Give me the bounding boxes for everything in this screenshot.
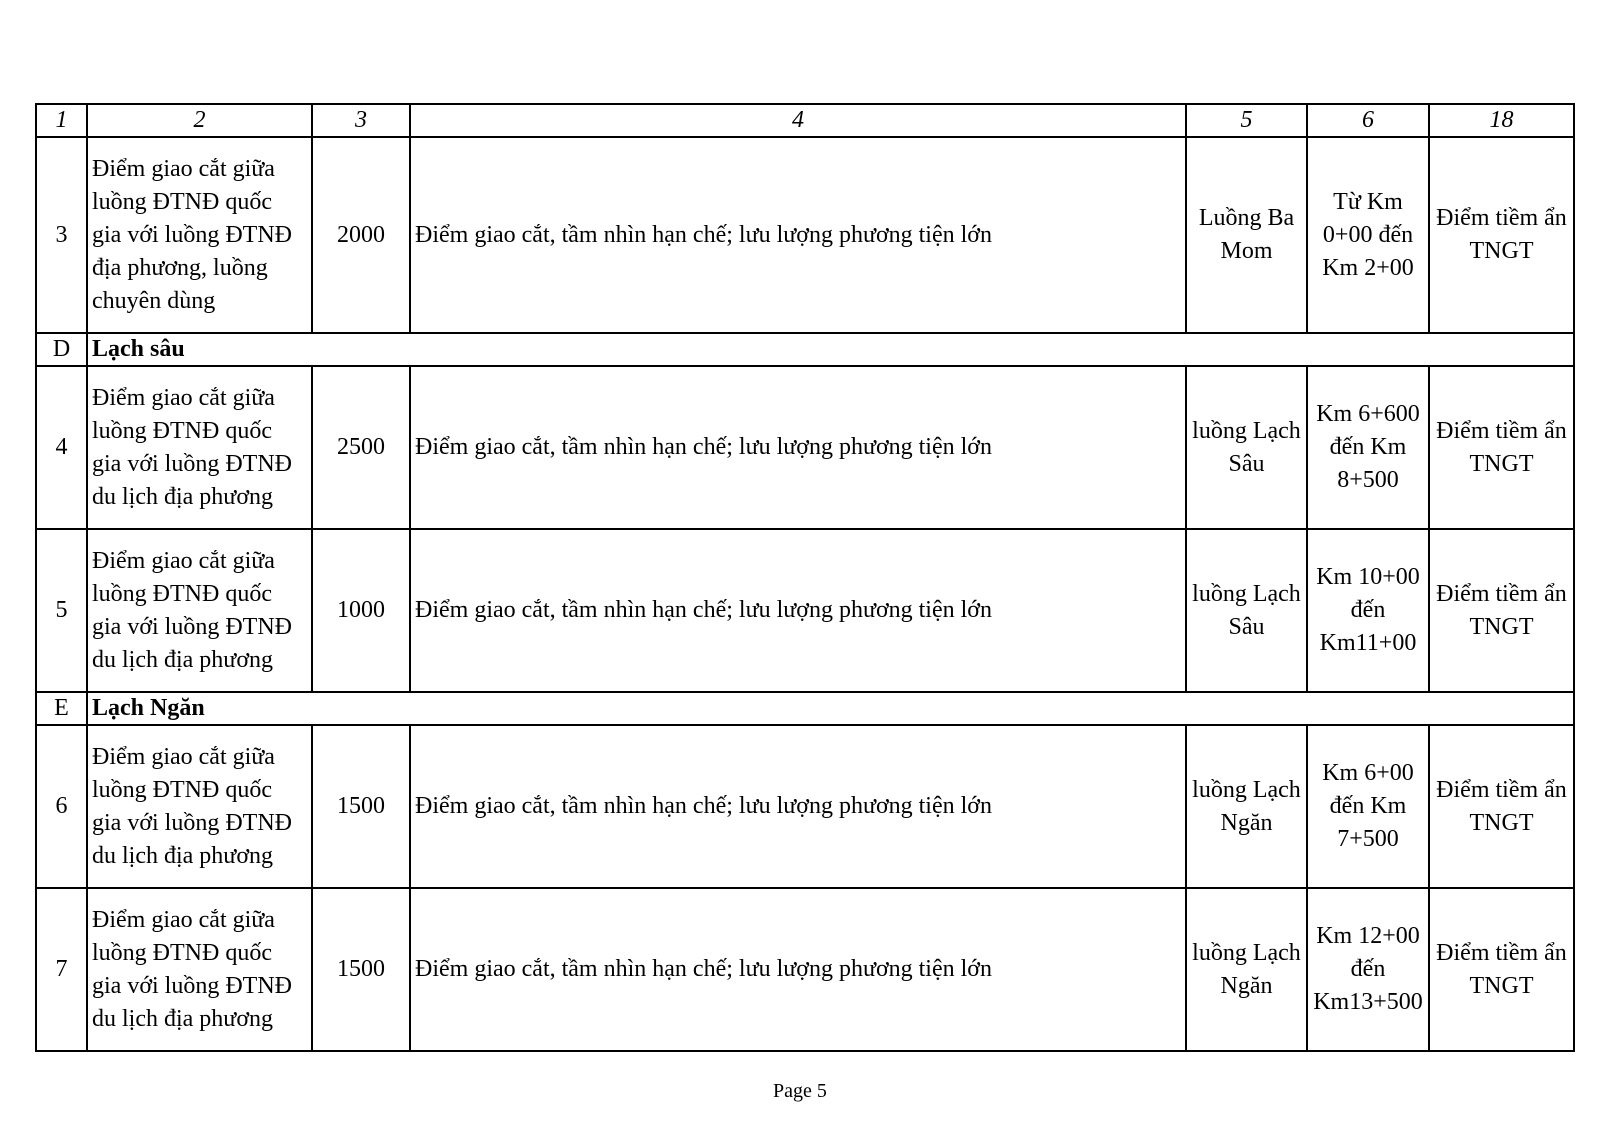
- section-row: [36, 692, 1574, 725]
- column-number-cell: 6: [1307, 104, 1429, 137]
- value-cell: 2500: [312, 366, 410, 529]
- value-cell: 1500: [312, 888, 410, 1051]
- route-cell: luồng Lạch Sâu: [1186, 366, 1307, 529]
- note-cell: Điểm tiềm ẩn TNGT: [1429, 725, 1574, 888]
- value-cell: 1000: [312, 529, 410, 692]
- table-row: [36, 137, 1574, 333]
- description-cell: Điểm giao cắt, tầm nhìn hạn chế; lưu lượng phương tiện lớn: [410, 725, 1186, 888]
- description-cell: Điểm giao cắt, tầm nhìn hạn chế; lưu lượng phương tiện lớn: [410, 366, 1186, 529]
- km-range-cell: Km 12+00 đến Km13+500: [1307, 888, 1429, 1051]
- km-range-cell: Km 6+600 đến Km 8+500: [1307, 366, 1429, 529]
- column-number-cell: 3: [312, 104, 410, 137]
- row-number-cell: 7: [36, 888, 87, 1051]
- row-number-cell: 6: [36, 725, 87, 888]
- note-cell: Điểm tiềm ẩn TNGT: [1429, 137, 1574, 333]
- page-number: Page 5: [773, 1080, 827, 1102]
- data-table: [35, 103, 1575, 1052]
- location-name-cell: Điểm giao cắt giữa luồng ĐTNĐ quốc gia với luồng ĐTNĐ địa phương, luồng chuyên dùng: [87, 137, 312, 333]
- value-cell: 1500: [312, 725, 410, 888]
- table-row: [36, 888, 1574, 1051]
- description-cell: Điểm giao cắt, tầm nhìn hạn chế; lưu lượng phương tiện lớn: [410, 137, 1186, 333]
- row-number-cell: 4: [36, 366, 87, 529]
- column-number-cell: 1: [36, 104, 87, 137]
- column-number-cell: 4: [410, 104, 1186, 137]
- description-cell: Điểm giao cắt, tầm nhìn hạn chế; lưu lượng phương tiện lớn: [410, 529, 1186, 692]
- note-cell: Điểm tiềm ẩn TNGT: [1429, 529, 1574, 692]
- route-cell: luồng Lạch Ngăn: [1186, 725, 1307, 888]
- row-number-cell: 3: [36, 137, 87, 333]
- route-cell: luồng Lạch Ngăn: [1186, 888, 1307, 1051]
- section-code-cell: E: [36, 692, 87, 725]
- column-number-cell: 2: [87, 104, 312, 137]
- location-name-cell: Điểm giao cắt giữa luồng ĐTNĐ quốc gia với luồng ĐTNĐ du lịch địa phương: [87, 888, 312, 1051]
- location-name-cell: Điểm giao cắt giữa luồng ĐTNĐ quốc gia với luồng ĐTNĐ du lịch địa phương: [87, 529, 312, 692]
- section-title-cell: Lạch Ngăn: [87, 692, 1574, 725]
- column-number-row: [36, 104, 1574, 137]
- table-row: [36, 725, 1574, 888]
- location-name-cell: Điểm giao cắt giữa luồng ĐTNĐ quốc gia với luồng ĐTNĐ du lịch địa phương: [87, 366, 312, 529]
- km-range-cell: Từ Km 0+00 đến Km 2+00: [1307, 137, 1429, 333]
- section-row: [36, 333, 1574, 366]
- km-range-cell: Km 10+00 đến Km11+00: [1307, 529, 1429, 692]
- note-cell: Điểm tiềm ẩn TNGT: [1429, 888, 1574, 1051]
- section-code-cell: D: [36, 333, 87, 366]
- table-row: [36, 366, 1574, 529]
- value-cell: 2000: [312, 137, 410, 333]
- column-number-cell: 18: [1429, 104, 1574, 137]
- table-row: [36, 529, 1574, 692]
- note-cell: Điểm tiềm ẩn TNGT: [1429, 366, 1574, 529]
- km-range-cell: Km 6+00 đến Km 7+500: [1307, 725, 1429, 888]
- route-cell: luồng Lạch Sâu: [1186, 529, 1307, 692]
- column-number-cell: 5: [1186, 104, 1307, 137]
- route-cell: Luồng Ba Mom: [1186, 137, 1307, 333]
- section-title-cell: Lạch sâu: [87, 333, 1574, 366]
- location-name-cell: Điểm giao cắt giữa luồng ĐTNĐ quốc gia với luồng ĐTNĐ du lịch địa phương: [87, 725, 312, 888]
- description-cell: Điểm giao cắt, tầm nhìn hạn chế; lưu lượng phương tiện lớn: [410, 888, 1186, 1051]
- row-number-cell: 5: [36, 529, 87, 692]
